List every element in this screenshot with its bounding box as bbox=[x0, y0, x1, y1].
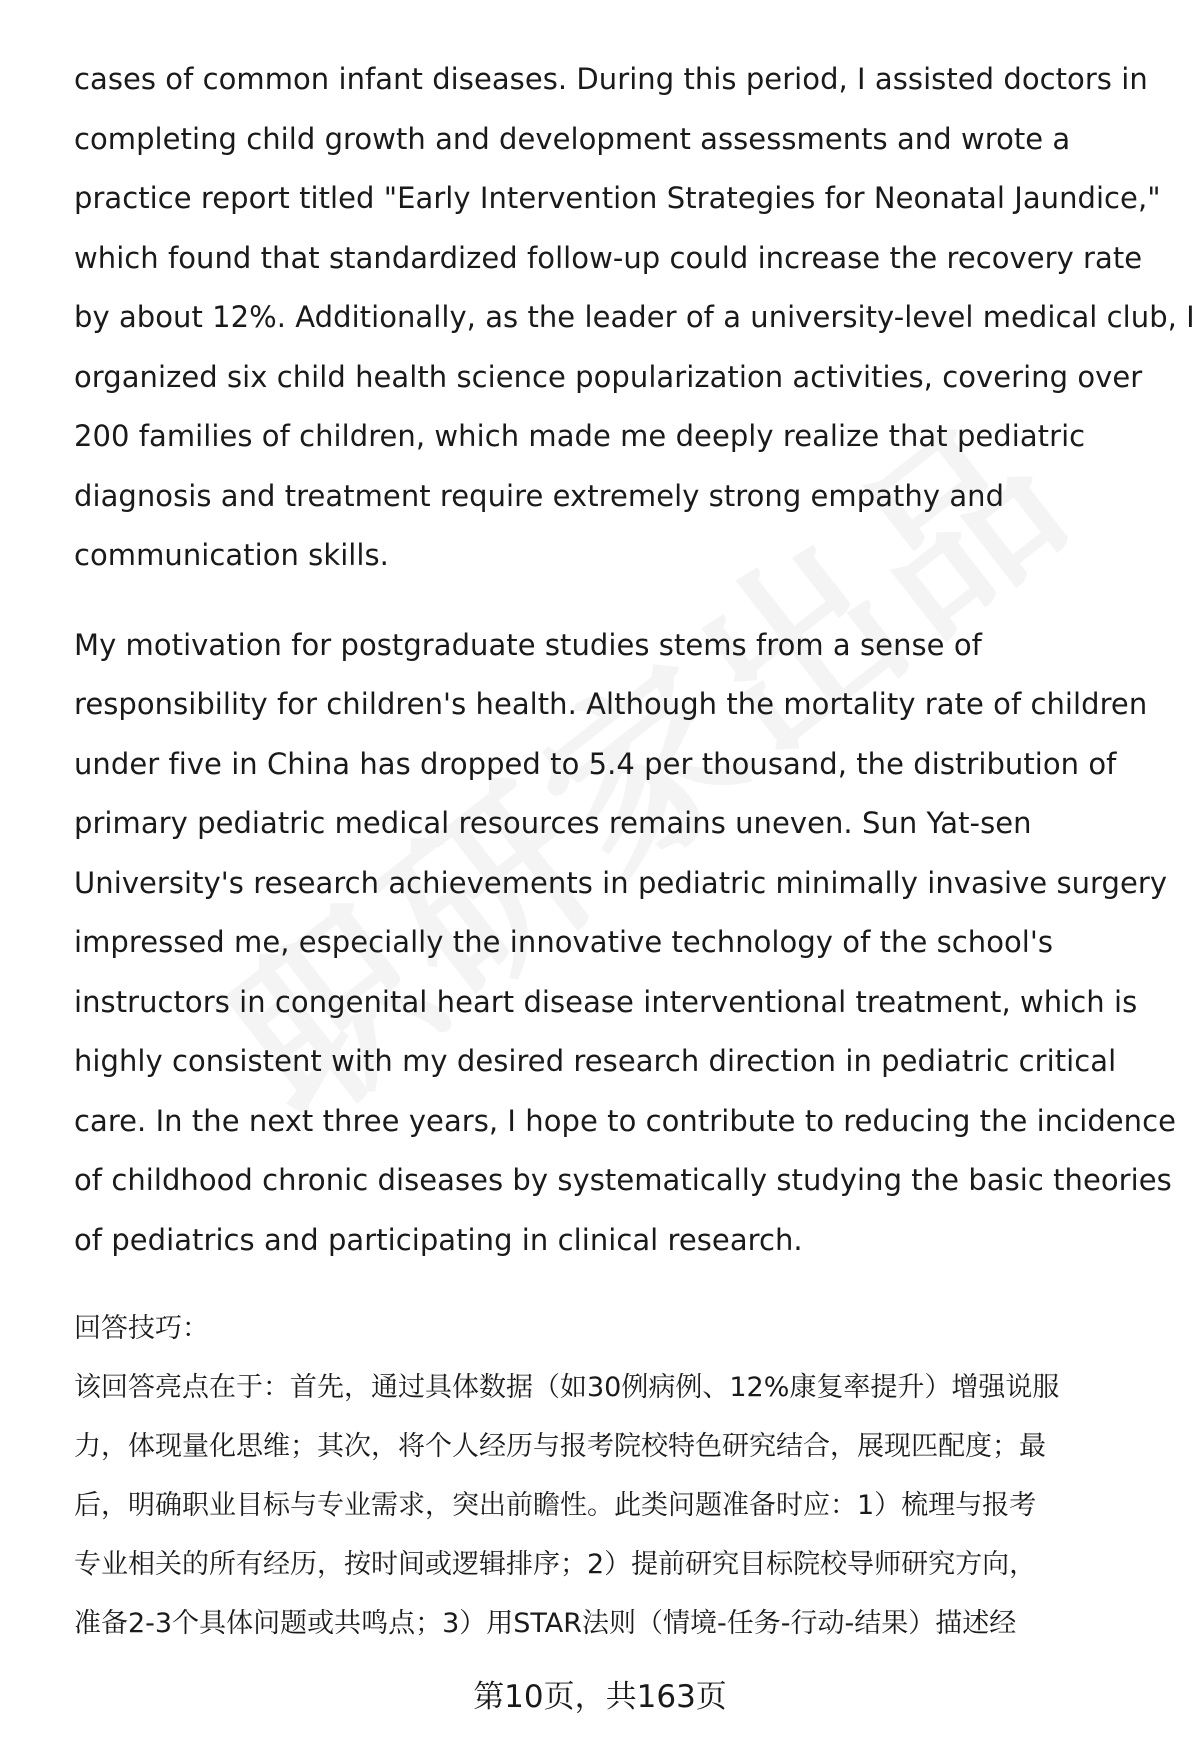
paragraph-motivation bbox=[74, 616, 1176, 1271]
text-line: which found that standardized follow-up could increase the recovery rate bbox=[74, 240, 1143, 275]
text-line: practice report titled "Early Intervention Strategies for Neonatal Jaundice," bbox=[74, 181, 1161, 215]
page-content bbox=[74, 50, 1195, 1653]
tips-heading: 回答技巧： bbox=[74, 1313, 209, 1344]
text-line: under five in China has dropped to 5.4 per thousand, the distribution of bbox=[74, 746, 1117, 781]
text-line: highly consistent with my desired research direction in pediatric critical bbox=[74, 1044, 1117, 1078]
text-line: responsibility for children's health. Although the mortality rate of children bbox=[74, 687, 1148, 721]
text-line: 专业相关的所有经历，按时间或逻辑排序；2）提前研究目标院校导师研究方向， bbox=[74, 1549, 1037, 1580]
page-number: 第10页，共163页 bbox=[473, 1679, 727, 1715]
text-line: of pediatrics and participating in clinical research. bbox=[74, 1222, 803, 1257]
text-line: diagnosis and treatment require extremely strong empathy and bbox=[74, 478, 1005, 513]
text-line: 后，明确职业目标与专业需求，突出前瞻性。此类问题准备时应：1）梳理与报考 bbox=[74, 1490, 1037, 1521]
text-line: 准备2-3个具体问题或共鸣点；3）用STAR法则（情境-任务-行动-结果）描述经 bbox=[74, 1608, 1017, 1639]
text-line: instructors in congenital heart disease interventional treatment, which is bbox=[74, 984, 1138, 1019]
text-line: 200 families of children, which made me deeply realize that pediatric bbox=[74, 419, 1086, 453]
text-line: completing child growth and development assessments and wrote a bbox=[74, 121, 1071, 156]
text-line: University's research achievements in pediatric minimally invasive surgery bbox=[74, 865, 1168, 900]
text-line: cases of common infant diseases. During this period, I assisted doctors in bbox=[74, 62, 1148, 96]
text-line: care. In the next three years, I hope to contribute to reducing the incidence bbox=[74, 1103, 1176, 1138]
text-line: My motivation for postgraduate studies stems from a sense of bbox=[74, 627, 982, 662]
text-line: organized six child health science popularization activities, covering over bbox=[74, 359, 1143, 394]
text-line: communication skills. bbox=[74, 538, 389, 572]
paragraph-experience bbox=[74, 50, 1195, 586]
text-line: of childhood chronic diseases by systematically studying the basic theories bbox=[74, 1163, 1172, 1197]
text-line: 力，体现量化思维；其次，将个人经历与报考院校特色研究结合，展现匹配度；最 bbox=[74, 1431, 1046, 1462]
tips-paragraph bbox=[74, 1358, 1154, 1653]
text-line: impressed me, especially the innovative technology of the school's bbox=[74, 925, 1054, 959]
text-line: by about 12%. Additionally, as the leader of a university-level medical club, I bbox=[74, 300, 1195, 334]
text-line: 该回答亮点在于：首先，通过具体数据（如30例病例、12%康复率提升）增强说服 bbox=[74, 1372, 1060, 1403]
text-line: primary pediatric medical resources remains uneven. Sun Yat-sen bbox=[74, 806, 1032, 840]
